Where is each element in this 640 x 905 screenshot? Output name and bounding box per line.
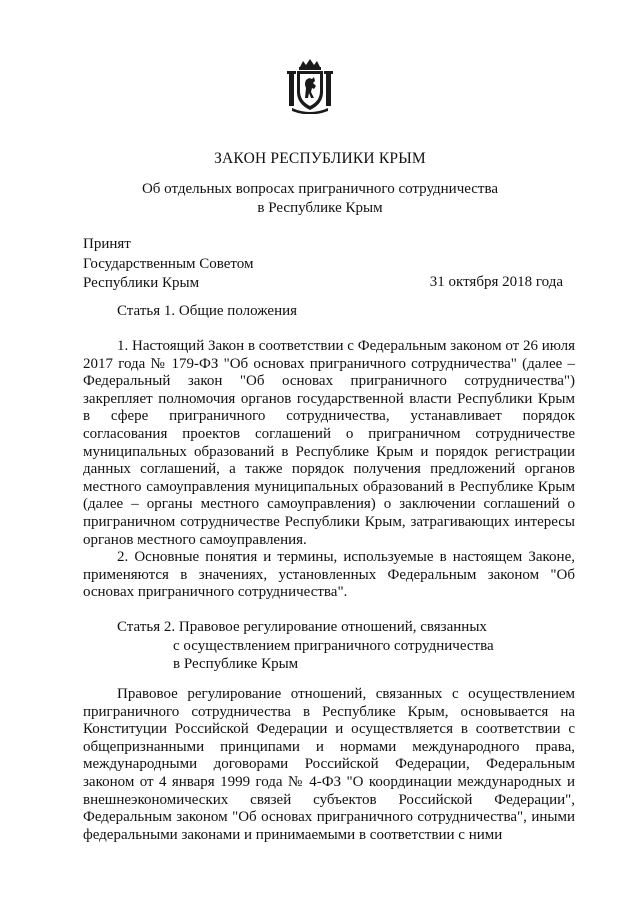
article-1-paragraph-1: 1. Настоящий Закон в соответствии с Федеральным законом от 26 июля 2017 года № 179-ФЗ "Об основах приграничного сотрудничества" (далее – Федеральный закон "Об основах приграничного сотрудничества") закрепляет полномочия органов государственной власти Республики Крым в сфере приграничного сотрудничества, устанавливает порядок согласования проектов соглашений о приграничном сотрудничестве муниципальных образований в Республике Крым и порядок регистрации данных соглашений, а также порядок получения предложений органов местного самоуправления муниципальных образований в Республике Крым (далее – органы местного самоуправления) о заключении соглашений о приграничном сотрудничестве Республики Крым, затрагивающих интересы органов местного самоуправления. <box>83 338 575 548</box>
subtitle-line: Об отдельных вопросах приграничного сотрудничества <box>141 181 499 197</box>
article-2-heading <box>117 618 494 674</box>
document-title: ЗАКОН РЕСПУБЛИКИ КРЫМ <box>214 150 426 167</box>
adoption-line: Государственным Советом <box>83 255 254 272</box>
adoption-line: Республики Крым <box>83 275 200 291</box>
article-2-heading-line: с осуществлением приграничного сотрудничества <box>173 637 494 654</box>
article-2-heading-line: в Республике Крым <box>173 656 299 672</box>
coat-of-arms-crimea-icon <box>286 58 334 114</box>
article-2-heading-line: Статья 2. Правовое регулирование отношений, связанных <box>117 619 487 635</box>
article-1-heading: Статья 1. Общие положения <box>117 303 298 319</box>
adoption-block <box>83 235 254 294</box>
subtitle-line: в Республике Крым <box>257 200 383 216</box>
article-2-body <box>83 686 575 844</box>
article-1-body <box>83 338 575 602</box>
article-2-paragraph-1: Правовое регулирование отношений, связанных с осуществлением приграничного сотрудничества в Республике Крым, основывается на Конституции Российской Федерации и осуществляется в соответствии с общепризнанными принципами и нормами международного права, международными договорами Российской Федерации, Федеральным законом от 4 января 1999 года № 4-ФЗ "О координации международных и внешнеэкономических связей субъектов Российской Федерации", Федеральным законом "Об основах приграничного сотрудничества", иными федеральными законами и принимаемыми в соответствии с ними <box>83 686 575 843</box>
document-subtitle <box>0 180 640 218</box>
adoption-line: Принят <box>83 236 131 252</box>
article-1-paragraph-2: 2. Основные понятия и термины, используемые в настоящем Законе, применяются в значениях, установленных Федеральным законом "Об основах приграничного сотрудничества". <box>83 549 575 601</box>
adoption-date: 31 октября 2018 года <box>429 274 563 290</box>
